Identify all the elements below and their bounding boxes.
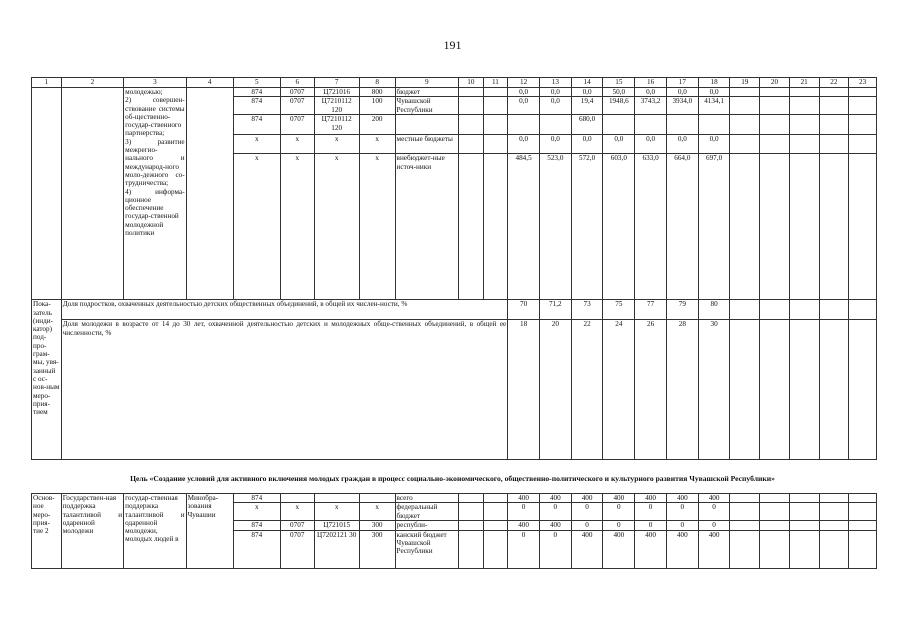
value-cell: 697,0: [698, 154, 730, 300]
value-cell: 0: [508, 503, 540, 521]
column-number: 7: [314, 78, 359, 88]
cell-c9: федеральный бюджет: [395, 503, 459, 521]
indicator-text: Доля молодежи в возрасте от 14 до 30 лет, охваченной деятельностью детских и молодежных обще-ственных объединений, в общей ее численности, %: [61, 320, 508, 460]
value-cell: 0,0: [635, 135, 667, 154]
value-cell: 4134,1: [698, 97, 730, 115]
value-cell: 0: [539, 503, 571, 521]
column-number: 20: [760, 78, 790, 88]
column-number: 6: [280, 78, 314, 88]
cell-c8: 100: [359, 97, 395, 115]
empty-cell: [186, 88, 233, 300]
empty-cell: [61, 88, 123, 300]
column-number: 9: [395, 78, 459, 88]
value-cell: 400: [698, 494, 730, 503]
goal-heading: Цель «Создание условий для активного включения молодых граждан в процесс социально-экономического, общественно-политического и культурного развития Чувашской Республики»: [130, 474, 775, 483]
value-cell: 77: [635, 300, 667, 320]
event-number: Основ-ное меро-прия-тие 2: [32, 494, 62, 569]
column-number: 5: [233, 78, 280, 88]
value-cell: 18: [508, 320, 540, 460]
column-number: 8: [359, 78, 395, 88]
value-cell: 680,0: [571, 115, 603, 135]
empty-cell: [459, 88, 484, 97]
cell-c7: Ц721015: [314, 521, 359, 530]
value-cell: 664,0: [666, 154, 698, 300]
value-cell: 20: [539, 320, 571, 460]
cell-c5: 874: [233, 494, 280, 503]
column-number: 12: [508, 78, 540, 88]
value-cell: 603,0: [603, 154, 635, 300]
value-cell: 400: [666, 494, 698, 503]
value-cell: 0,0: [539, 88, 571, 97]
budget-table-bottom: [31, 493, 877, 569]
value-cell: 0: [603, 503, 635, 521]
column-number: 3: [124, 78, 186, 88]
value-cell: 0,0: [698, 135, 730, 154]
value-cell: 0,0: [571, 135, 603, 154]
event-description: молодежью; 2) совершен-ствование системы об-щественно-государ-ственного партнерства; 3) развитие межрегио-нального и международ-ного моло-дежного со-трудничества; 4) информа-ционное обеспечение государ-ственной молодежной политики: [124, 88, 186, 300]
cell-c9: внебюджет-ные источ-ники: [395, 154, 459, 300]
value-cell: 400: [698, 530, 730, 568]
indicator-label: Пока-затель (инди-катор) под-про-грам-мы, увя-занный с ос-нов-ным меро-прия-тием: [32, 300, 62, 460]
value-cell: 30: [698, 320, 730, 460]
cell-c8: x: [359, 503, 395, 521]
cell-c8: 200: [359, 115, 395, 135]
value-cell: 0,0: [603, 135, 635, 154]
cell-c6: 0707: [280, 97, 314, 115]
value-cell: 50,0: [603, 88, 635, 97]
value-cell: 523,0: [539, 154, 571, 300]
cell-c5: 874: [233, 115, 280, 135]
value-cell: 0: [635, 503, 667, 521]
value-cell: 400: [635, 494, 667, 503]
column-number: 4: [186, 78, 233, 88]
column-number-row: [32, 78, 877, 88]
cell-c5: 874: [233, 530, 280, 568]
cell-c7: x: [314, 135, 359, 154]
value-cell: 1948,6: [603, 97, 635, 115]
cell-c7: Ц721016: [314, 88, 359, 97]
value-cell: 0,0: [666, 135, 698, 154]
cell-c5: 874: [233, 88, 280, 97]
column-number: 11: [483, 78, 508, 88]
value-cell: 26: [635, 320, 667, 460]
value-cell: 400: [635, 530, 667, 568]
indicator-row: [32, 320, 877, 460]
cell-c5: x: [233, 135, 280, 154]
responsible-executor: Минобра-зования Чувашии: [186, 494, 233, 569]
value-cell: [539, 115, 571, 135]
value-cell: 0,0: [635, 88, 667, 97]
column-number: 1: [32, 78, 62, 88]
value-cell: 0,0: [539, 97, 571, 115]
value-cell: 0: [635, 521, 667, 530]
indicator-row: [32, 300, 877, 320]
value-cell: 80: [698, 300, 730, 320]
cell-c6: x: [280, 503, 314, 521]
cell-c6: [280, 494, 314, 503]
cell-c5: x: [233, 154, 280, 300]
value-cell: 75: [603, 300, 635, 320]
value-cell: 0: [539, 530, 571, 568]
value-cell: 22: [571, 320, 603, 460]
value-cell: 400: [539, 521, 571, 530]
cell-c7: Ц7202121 30: [314, 530, 359, 568]
column-number: 22: [819, 78, 849, 88]
value-cell: 400: [603, 530, 635, 568]
cell-c9: [395, 115, 459, 135]
value-cell: 572,0: [571, 154, 603, 300]
value-cell: [635, 115, 667, 135]
value-cell: 400: [508, 494, 540, 503]
value-cell: 0: [666, 503, 698, 521]
value-cell: 0: [571, 503, 603, 521]
cell-c6: 0707: [280, 530, 314, 568]
cell-c8: x: [359, 154, 395, 300]
column-number: 18: [698, 78, 730, 88]
cell-c9: республи-: [395, 521, 459, 530]
value-cell: [698, 115, 730, 135]
cell-c6: x: [280, 135, 314, 154]
table-row: [32, 494, 877, 503]
table-row: [32, 88, 877, 97]
column-number: 10: [459, 78, 484, 88]
value-cell: 400: [539, 494, 571, 503]
cell-c9: бюджет: [395, 88, 459, 97]
value-cell: 0,0: [539, 135, 571, 154]
cell-c7: Ц7210112 120: [314, 97, 359, 115]
column-number: 2: [61, 78, 123, 88]
cell-c9: местные бюджеты: [395, 135, 459, 154]
value-cell: 28: [666, 320, 698, 460]
cell-c7: Ц7210112 120: [314, 115, 359, 135]
value-cell: [603, 115, 635, 135]
value-cell: 0,0: [508, 97, 540, 115]
cell-c8: [359, 494, 395, 503]
budget-table-top: [31, 77, 877, 460]
cell-c9: канский бюджет Чувашской Республики: [395, 530, 459, 568]
cell-c6: 0707: [280, 115, 314, 135]
value-cell: 70: [508, 300, 540, 320]
value-cell: 19,4: [571, 97, 603, 115]
value-cell: 0,0: [698, 88, 730, 97]
value-cell: 0,0: [666, 88, 698, 97]
cell-c7: x: [314, 154, 359, 300]
cell-c8: 300: [359, 521, 395, 530]
value-cell: 484,5: [508, 154, 540, 300]
cell-c8: 300: [359, 530, 395, 568]
column-number: 23: [849, 78, 877, 88]
cell-c6: x: [280, 154, 314, 300]
column-number: 17: [666, 78, 698, 88]
cell-c8: x: [359, 135, 395, 154]
value-cell: 71,2: [539, 300, 571, 320]
column-number: 14: [571, 78, 603, 88]
value-cell: [666, 115, 698, 135]
value-cell: 400: [571, 530, 603, 568]
cell-c9: Чувашской Республики: [395, 97, 459, 115]
cell-c6: 0707: [280, 521, 314, 530]
column-number: 16: [635, 78, 667, 88]
value-cell: 633,0: [635, 154, 667, 300]
cell-c6: 0707: [280, 88, 314, 97]
cell-c7: x: [314, 503, 359, 521]
value-cell: 0: [571, 521, 603, 530]
value-cell: 400: [508, 521, 540, 530]
value-cell: 0: [666, 521, 698, 530]
value-cell: 3934,0: [666, 97, 698, 115]
value-cell: 0: [603, 521, 635, 530]
event-name: Государствен-ная поддержка талантливой и одаренной молодежи: [61, 494, 123, 569]
value-cell: 400: [571, 494, 603, 503]
value-cell: 0,0: [571, 88, 603, 97]
event-description: государ-ственная поддержка талантливой и одаренной молодежи, молодых людей в: [124, 494, 186, 569]
value-cell: 400: [666, 530, 698, 568]
value-cell: 79: [666, 300, 698, 320]
value-cell: 400: [603, 494, 635, 503]
value-cell: [508, 115, 540, 135]
value-cell: 0: [508, 530, 540, 568]
cell-c5: x: [233, 503, 280, 521]
cell-c9: всего: [395, 494, 459, 503]
column-number: 19: [730, 78, 760, 88]
indicator-text: Доля подростков, охваченных деятельностью детских общественных объединений, в общей их числен-ности, %: [61, 300, 508, 320]
value-cell: 24: [603, 320, 635, 460]
cell-c5: 874: [233, 97, 280, 115]
empty-cell: [32, 88, 62, 300]
value-cell: 3743,2: [635, 97, 667, 115]
value-cell: 0,0: [508, 135, 540, 154]
cell-c8: 800: [359, 88, 395, 97]
value-cell: 0: [698, 503, 730, 521]
column-number: 21: [789, 78, 819, 88]
value-cell: 73: [571, 300, 603, 320]
empty-cell: [483, 88, 508, 97]
value-cell: 0: [698, 521, 730, 530]
column-number: 15: [603, 78, 635, 88]
page-number: 191: [443, 38, 462, 52]
cell-c7: [314, 494, 359, 503]
cell-c5: 874: [233, 521, 280, 530]
column-number: 13: [539, 78, 571, 88]
value-cell: 0,0: [508, 88, 540, 97]
